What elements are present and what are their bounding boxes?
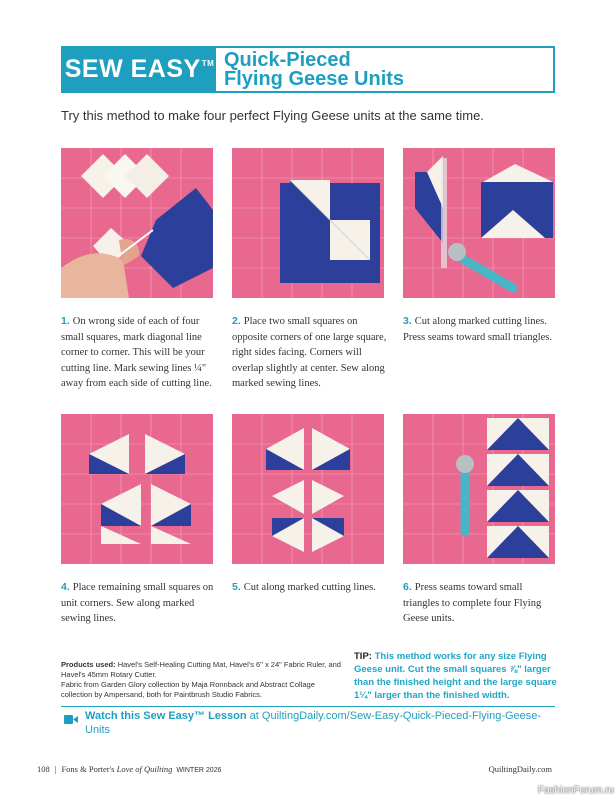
page-footer: 108 | Fons & Porter's Love of Quilting WINTER 2026 [37, 764, 222, 774]
sew-easy-brand [63, 48, 216, 91]
products-text: Havel's Self-Healing Cutting Mat, Havel's 6" x 24" Fabric Ruler, and Havel's 45mm Rotary Cutter. [61, 660, 341, 679]
step-text: Place two small squares on opposite corners of one large square, right sides facing. Corners will overlap slightly at center. Sew along marked sewing lines. [232, 316, 387, 389]
brand-trademark: TM [201, 59, 215, 68]
step-5-photo [232, 414, 384, 564]
step-4 [61, 580, 221, 627]
step-number: 6. [403, 581, 412, 593]
step-2 [232, 314, 392, 392]
title-line-1: Quick-Pieced [224, 48, 351, 71]
products-used [61, 660, 346, 700]
footer-site: QuiltingDaily.com [488, 764, 552, 774]
step-1 [61, 314, 221, 392]
step-1-photo [61, 148, 213, 298]
step-2-photo [232, 148, 384, 298]
brand-text: SEW EASY [64, 55, 201, 83]
watch-lesson [61, 706, 555, 737]
products-label: Products used: [61, 660, 116, 669]
step-number: 4. [61, 581, 70, 593]
fabric-credit: Fabric from Garden Glory collection by Maja Ronnback and Abstract Collage collection by Ampersand, both for Paintbrush Studio Fabrics. [61, 680, 315, 699]
tip-text: This method works for any size Flying Geese unit. Cut the small squares ⅞" larger than the finished height and the large square 1¼" larger than the finished width. [354, 651, 557, 701]
step-5 [232, 580, 392, 596]
page-number: 108 [37, 764, 50, 774]
tip-box [354, 650, 564, 702]
step-6 [403, 580, 553, 627]
step-4-photo [61, 414, 213, 564]
step-3-photo [403, 148, 555, 298]
video-camera-icon [64, 715, 78, 724]
issue-season: WINTER 2026 [176, 767, 222, 774]
step-text: Place remaining small squares on unit corners. Sew along marked sewing lines. [61, 582, 214, 624]
step-number: 1. [61, 315, 70, 327]
step-text: Press seams toward small triangles to complete four Flying Geese units. [403, 582, 542, 624]
magazine-name: Love of Quilting [116, 764, 173, 774]
step-text: Cut along marked cutting lines. [243, 582, 376, 593]
article-header [61, 46, 555, 93]
article-title [216, 48, 404, 91]
tip-label: TIP: [354, 651, 372, 662]
step-number: 2. [232, 315, 241, 327]
title-line-2: Flying Geese Units [224, 67, 405, 90]
watch-at: at [249, 710, 259, 722]
lesson-link[interactable]: QuiltingDaily.com/Sew-Easy-Quick-Pieced-Flying-Geese-Units [85, 710, 542, 736]
step-number: 5. [232, 581, 241, 593]
watermark: FashionForum.ru [537, 785, 614, 796]
intro-text: Try this method to make four perfect Flying Geese units at the same time. [61, 108, 484, 123]
step-text: Cut along marked cutting lines. Press seams toward small triangles. [403, 316, 553, 343]
step-6-photo [403, 414, 555, 564]
publisher: Fons & Porter's [61, 764, 115, 774]
step-3 [403, 314, 558, 345]
watch-label: Watch this Sew Easy™ Lesson [85, 710, 247, 722]
step-text: On wrong side of each of four small squares, mark diagonal line corner to corner. This will be your cutting line. Mark sewing lines ¼" away from each side of cutting line. [61, 316, 212, 389]
step-number: 3. [403, 315, 412, 327]
